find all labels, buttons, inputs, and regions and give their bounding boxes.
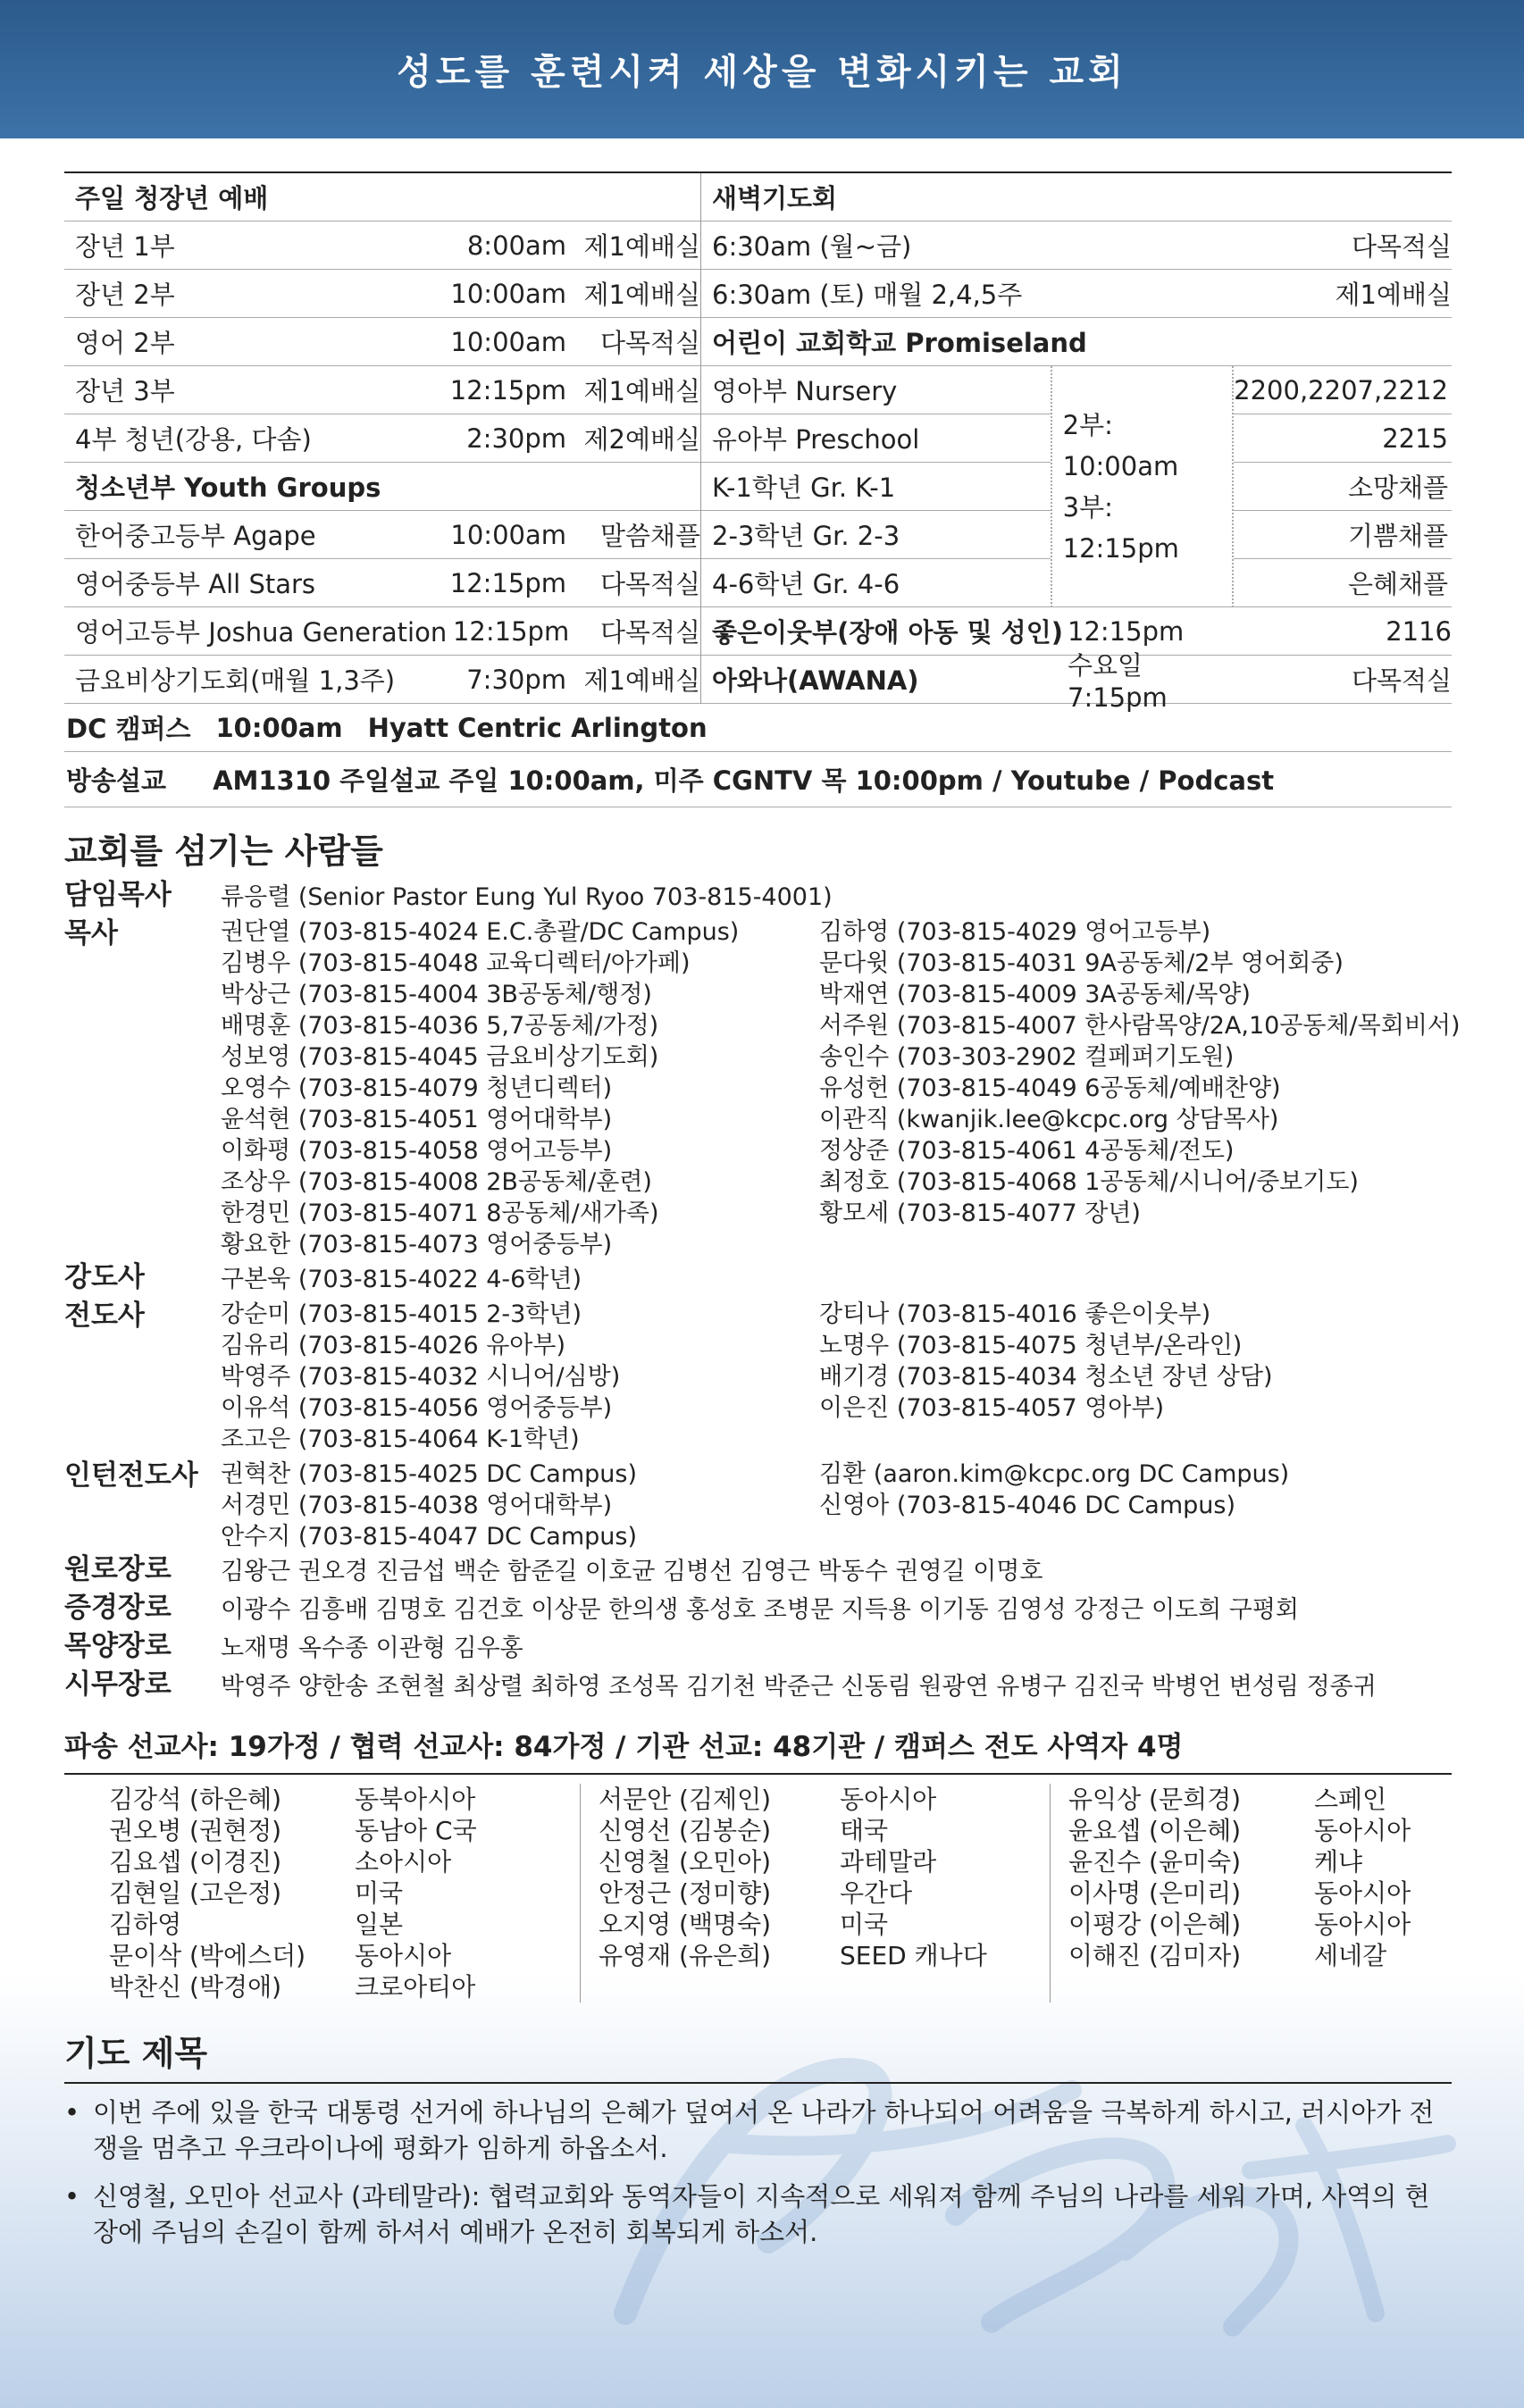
class-name: 영아부 Nursery (712, 376, 898, 406)
kids-class (701, 463, 1051, 511)
missionary-place: 미국 (355, 1878, 404, 1908)
service-room: 다목적실 (1351, 231, 1452, 262)
staff-entry: 노재명 옥수종 이관형 김우홍 (221, 1635, 523, 1662)
staff-entry: 이화평 (703-815-4058 영어고등부) (221, 1137, 613, 1165)
missionary-place: SEED 캐나다 (840, 1941, 987, 1970)
header-label: 주일 청장년 예배 (75, 183, 269, 213)
class-name: K-1학년 Gr. K-1 (712, 472, 896, 503)
service-name: 영어 2부 (75, 328, 175, 358)
missionary-name: 문이삭 (박에스더) (109, 1941, 306, 1970)
service-room: 제1예배실 (583, 376, 700, 406)
role-label: 증경장로 (64, 1592, 172, 1624)
role-label: 인턴전도사 (64, 1459, 198, 1492)
missionary-name: 김하영 (109, 1910, 182, 1939)
prayer-item (64, 2178, 1452, 2250)
pastors-row (64, 916, 1461, 1260)
service-room: 제1예배실 (583, 665, 700, 696)
header-label: 청소년부 Youth Groups (75, 472, 381, 503)
service-name: 4부 청년(강용, 다솜) (75, 424, 312, 455)
elders-pastoral-row (64, 1629, 1452, 1668)
staff-entry: 이은진 (703-815-4057 영아부) (819, 1394, 1164, 1422)
missionary-name: 이사명 (은미리) (1068, 1878, 1242, 1908)
service-time: 12:15pm (449, 567, 566, 598)
missionary-place: 동남아 C국 (355, 1816, 477, 1845)
missionary-place: 동북아시아 (355, 1785, 476, 1814)
service-room: 2116 (1386, 615, 1452, 647)
interns-col-2 (819, 1459, 1453, 1552)
missionary-places (1314, 1784, 1411, 2002)
missionary-places (355, 1784, 477, 2002)
missions-col-1 (64, 1784, 580, 2002)
service-time: 6:30am (토) 매월 2,4,5주 (712, 280, 1023, 310)
staff-entry: 송인수 (703-303-2902 컬페퍼기도원) (819, 1043, 1235, 1071)
service-time: 2:30pm (466, 422, 566, 454)
prayer-title: 기도 제목 (64, 2026, 1452, 2084)
missionary-name: 김현일 (고은정) (109, 1878, 282, 1908)
service-time: 12:15pm (1068, 615, 1185, 647)
schedule-left-column (64, 173, 701, 704)
kids-service-times (1052, 366, 1235, 607)
role-label: 목양장로 (64, 1630, 172, 1662)
staff-entry: 조고은 (703-815-4064 K-1학년) (221, 1426, 580, 1453)
staff-title: 교회를 섬기는 사람들 (64, 832, 383, 871)
page-banner (0, 0, 1524, 138)
service-name: 장년 1부 (75, 231, 175, 262)
missionary-place: 우간다 (840, 1878, 913, 1908)
bulletin-content (64, 171, 1461, 2262)
staff-entry: 이유석 (703-815-4056 영어중등부) (221, 1394, 613, 1422)
service-time: 수요일 7:15pm (1068, 650, 1168, 713)
service-time: 10:00am (450, 519, 566, 550)
missionary-name: 이평강 (이은혜) (1068, 1910, 1242, 1939)
missionary-name: 유익상 (문희경) (1068, 1785, 1242, 1814)
youth-groups-header (64, 463, 700, 511)
interns-row (64, 1459, 1452, 1552)
staff-entry: 조상우 (703-815-4008 2B공동체/훈련) (221, 1168, 652, 1196)
staff-entry: 박영주 (703-815-4032 시니어/심방) (221, 1363, 621, 1391)
missionary-place: 동아시아 (1314, 1878, 1411, 1908)
missionary-names (109, 1784, 355, 2002)
staff-entry: 유성헌 (703-815-4049 6공동체/예배찬양) (819, 1074, 1281, 1102)
missionary-name: 박찬신 (박경애) (109, 1972, 282, 2002)
schedule-row (64, 559, 700, 607)
kids-class (701, 414, 1051, 463)
schedule-right-column (701, 173, 1452, 713)
missions-title: 파송 선교사: 19가정 / 협력 선교사: 84가정 / 기관 선교: 48기관 / 캠퍼스 전도 사역자 4명 (64, 1724, 1452, 1775)
staff-entry: 황요한 (703-815-4073 영어중등부) (221, 1231, 613, 1258)
role-label: 전도사 (64, 1300, 145, 1332)
missionary-place: 미국 (840, 1910, 889, 1939)
staff-entry: 안수지 (703-815-4047 DC Campus) (221, 1523, 637, 1551)
staff-entry: 최정호 (703-815-4068 1공동체/시니어/중보기도) (819, 1168, 1359, 1196)
missionary-name: 신영선 (김봉순) (599, 1816, 772, 1845)
staff-entry: 정상준 (703-815-4061 4공동체/전도) (819, 1137, 1235, 1165)
staff-entry: 권혁찬 (703-815-4025 DC Campus) (221, 1460, 637, 1488)
service-name: 한어중고등부 Agape (75, 521, 316, 551)
service-time: 8:00am (466, 230, 566, 261)
staff-entry: 황모세 (703-815-4077 장년) (819, 1200, 1141, 1227)
role-label: 목사 (64, 917, 118, 949)
missions-col-3 (1050, 1784, 1452, 2002)
missionary-place: 과테말라 (840, 1847, 937, 1877)
worship-schedule (64, 171, 1452, 713)
class-name: 4-6학년 Gr. 4-6 (712, 569, 900, 599)
service-room: 말씀채플 (599, 521, 700, 551)
room-name: 은혜채플 (1347, 569, 1448, 599)
missionary-place: 태국 (840, 1816, 889, 1845)
service-time: 12:15pm (449, 374, 566, 406)
schedule-row (64, 414, 700, 463)
pastors-col-1 (221, 916, 819, 1260)
service-name: 장년 3부 (75, 376, 175, 406)
missionary-name: 오지영 (백명숙) (599, 1910, 772, 1939)
staff-entry: 이광수 김흥배 김명호 김건호 이상문 한의생 홍성호 조병문 지득용 이기동 김영성 강정근 이도희 구평회 (221, 1596, 1300, 1624)
missionary-names (1068, 1784, 1314, 2002)
senior-pastor-row (64, 878, 1452, 916)
missionary-places (840, 1784, 987, 2002)
promiseland-header (701, 318, 1452, 366)
room-name: 소망채플 (1347, 472, 1448, 503)
staff-entry: 서주원 (703-815-4007 한사람목양/2A,10공동체/목회비서) (819, 1012, 1461, 1040)
staff-entry: 노명우 (703-815-4075 청년부/온라인) (819, 1332, 1243, 1359)
staff-entry: 권단열 (703-815-4024 E.C.총괄/DC Campus) (221, 918, 740, 946)
kids-class (701, 511, 1051, 559)
missionary-names (599, 1784, 840, 2002)
kids-room (1234, 559, 1452, 607)
awana-row (701, 650, 1452, 713)
service-room: 제1예배실 (583, 280, 700, 310)
kids-time-2nd: 2부: 10:00am (1062, 409, 1179, 481)
service-name: 영어중등부 All Stars (75, 569, 316, 599)
schedule-row (64, 318, 700, 366)
dc-time: 10:00am (215, 712, 343, 743)
sunday-worship-header (64, 173, 700, 222)
staff-entry: 박상근 (703-815-4004 3B공동체/행정) (221, 981, 652, 1008)
pastors-col-2 (819, 916, 1461, 1260)
kids-room (1234, 463, 1452, 511)
staff-entry: 서경민 (703-815-4038 영어대학부) (221, 1492, 613, 1519)
staff-entry: 강순미 (703-815-4015 2-3학년) (221, 1300, 582, 1328)
dawn-prayer-header (701, 173, 1452, 222)
kids-schedule (701, 366, 1452, 607)
bullet-icon: • (64, 2181, 80, 2212)
service-room: 제1예배실 (583, 231, 700, 262)
room-name: 2200,2207,2212 (1234, 374, 1448, 406)
service-name: 아와나(AWANA) (712, 665, 919, 696)
broadcast-label: 방송설교 (66, 765, 167, 796)
kids-room (1234, 414, 1452, 463)
kids-room (1234, 366, 1452, 414)
missionary-place: 스페인 (1314, 1785, 1387, 1814)
staff-entry: 김하영 (703-815-4029 영어고등부) (819, 918, 1211, 946)
evangelists-col-2 (819, 1299, 1453, 1455)
bullet-icon: • (64, 2097, 80, 2128)
missionary-place: 동아시아 (1314, 1816, 1411, 1845)
header-label: 새벽기도회 (712, 183, 838, 213)
service-room: 다목적실 (599, 569, 700, 599)
service-name: 장년 2부 (75, 280, 175, 310)
missionary-name: 이해진 (김미자) (1068, 1941, 1242, 1970)
missionary-place: 동아시아 (1314, 1910, 1411, 1939)
role-label: 시무장로 (64, 1668, 172, 1701)
role-label: 원로장로 (64, 1553, 172, 1585)
kids-class (701, 366, 1051, 414)
schedule-row (64, 222, 700, 270)
evangelists-row (64, 1299, 1452, 1455)
kids-time-3rd: 3부: 12:15pm (1062, 491, 1179, 564)
staff-entry: 한경민 (703-815-4071 8공동체/새가족) (221, 1200, 659, 1227)
kids-room (1234, 511, 1452, 559)
missionaries-list (64, 1784, 1452, 2002)
staff-directory (64, 878, 1461, 1706)
banner-title: 성도를 훈련시켜 세상을 변화시키는 교회 (397, 52, 1127, 93)
class-name: 유아부 Preschool (712, 424, 920, 455)
missionary-name: 김요셉 (이경진) (109, 1847, 282, 1877)
staff-entry: 오영수 (703-815-4079 청년디렉터) (221, 1074, 613, 1102)
missionary-name: 유영재 (유은희) (599, 1941, 772, 1970)
prayer-list (64, 2094, 1452, 2250)
staff-entry: 이관직 (kwanjik.lee@kcpc.org 상담목사) (819, 1106, 1279, 1133)
role-label: 담임목사 (64, 879, 172, 911)
missionary-name: 윤진수 (윤미숙) (1068, 1847, 1242, 1877)
service-name: 좋은이웃부(장애 아동 및 성인) (712, 617, 1063, 648)
service-time: 7:30pm (466, 664, 566, 695)
missionary-name: 김강석 (하은혜) (109, 1785, 282, 1814)
staff-entry: 김유리 (703-815-4026 유아부) (221, 1332, 565, 1359)
staff-entry: 성보영 (703-815-4045 금요비상기도회) (221, 1043, 659, 1071)
staff-entry: 문다윗 (703-815-4031 9A공동체/2부 영어회중) (819, 949, 1344, 977)
staff-entry: 구본욱 (703-815-4022 4-6학년) (221, 1266, 582, 1293)
missionary-place: 케냐 (1314, 1847, 1363, 1877)
schedule-row (64, 366, 700, 414)
schedule-row (64, 607, 700, 656)
staff-entry: 류응렬 (Senior Pastor Eung Yul Ryoo 703-815-4001) (221, 883, 833, 911)
service-room: 제2예배실 (583, 424, 700, 455)
service-name: 영어고등부 Joshua Generation (75, 617, 448, 648)
class-name: 2-3학년 Gr. 2-3 (712, 521, 900, 551)
service-time: 12:15pm (452, 615, 570, 647)
schedule-row (701, 270, 1452, 318)
missionary-name: 권오병 (권현정) (109, 1816, 282, 1845)
elders-honorary-row (64, 1591, 1452, 1629)
missions-col-2 (580, 1784, 1050, 2002)
service-name: 금요비상기도회(매월 1,3주) (75, 665, 396, 696)
staff-entry: 김환 (aaron.kim@kcpc.org DC Campus) (819, 1460, 1290, 1488)
staff-entry: 김병우 (703-815-4048 교육디렉터/아가페) (221, 949, 691, 977)
missionary-name: 윤요셉 (이은혜) (1068, 1816, 1242, 1845)
dc-label: DC 캠퍼스 (66, 714, 191, 744)
service-time: 10:00am (450, 326, 566, 357)
elders-active-row (64, 1668, 1452, 1706)
service-room: 다목적실 (1351, 665, 1452, 696)
broadcast-text: AM1310 주일설교 주일 10:00am, 미주 CGNTV 목 10:00pm / Youtube / Podcast (213, 765, 1275, 796)
kids-class (701, 559, 1051, 607)
lecturer-row (64, 1260, 1452, 1299)
kids-classes (701, 366, 1052, 607)
service-room: 제1예배실 (1335, 280, 1452, 310)
staff-entry: 박재연 (703-815-4009 3A공동체/목양) (819, 981, 1251, 1008)
missionary-place: 소아시아 (355, 1847, 452, 1877)
staff-entry: 윤석현 (703-815-4051 영어대학부) (221, 1106, 613, 1133)
interns-col-1 (221, 1459, 819, 1552)
broadcast-row (64, 752, 1452, 807)
service-time: 6:30am (월~금) (712, 231, 912, 262)
missionary-name: 안정근 (정미향) (599, 1878, 772, 1908)
schedule-row (64, 511, 700, 559)
missionary-name: 신영철 (오민아) (599, 1847, 772, 1877)
missionary-place: 일본 (355, 1910, 404, 1939)
missionary-place: 세네갈 (1314, 1941, 1387, 1970)
missionary-place: 동아시아 (355, 1941, 452, 1970)
staff-entry: 박영주 양한송 조현철 최상렬 최하영 조성목 김기천 박준근 신동림 원광연 유병구 김진국 박병언 변성림 정종귀 (221, 1673, 1377, 1701)
staff-entry: 배명훈 (703-815-4036 5,7공동체/가정) (221, 1012, 659, 1040)
missionary-place: 크로아티아 (355, 1972, 476, 2002)
staff-entry: 신영아 (703-815-4046 DC Campus) (819, 1492, 1235, 1519)
staff-entry: 배기경 (703-815-4034 청소년 장년 상담) (819, 1363, 1273, 1391)
role-label: 강도사 (64, 1261, 145, 1293)
prayer-text: 신영철, 오민아 선교사 (과테말라): 협력교회와 동역자들이 지속적으로 세워져 함께 주님의 나라를 세워 가며, 사역의 현장에 주님의 손길이 함께 하셔서 예배가 온전히 회복되게 하소서. (93, 2181, 1430, 2247)
service-time: 10:00am (450, 278, 566, 309)
kids-rooms (1234, 366, 1452, 607)
prayer-item (64, 2094, 1452, 2166)
staff-entry: 강티나 (703-815-4016 좋은이웃부) (819, 1300, 1211, 1328)
evangelists-col-1 (221, 1299, 819, 1455)
room-name: 기쁨채플 (1347, 521, 1448, 551)
schedule-row (64, 656, 700, 704)
schedule-row (701, 222, 1452, 270)
service-room: 다목적실 (599, 328, 700, 358)
header-label: 어린이 교회학교 Promiseland (712, 328, 1087, 358)
dc-place: Hyatt Centric Arlington (367, 712, 708, 743)
elders-emeritus-row (64, 1552, 1452, 1591)
prayer-text: 이번 주에 있을 한국 대통령 선거에 하나님의 은혜가 덮여서 온 나라가 하나되어 어려움을 극복하게 하시고, 러시아가 전쟁을 멈추고 우크라이나에 평화가 임하게 하옵소서. (93, 2097, 1435, 2163)
room-name: 2215 (1382, 422, 1448, 454)
staff-entry: 김왕근 권오경 진금섭 백순 함준길 이호균 김병선 김영근 박동수 권영길 이명호 (221, 1558, 1043, 1585)
missionary-place: 동아시아 (840, 1785, 937, 1814)
service-room: 다목적실 (599, 617, 700, 648)
schedule-row (64, 270, 700, 318)
missionary-name: 서문안 (김제인) (599, 1785, 772, 1814)
